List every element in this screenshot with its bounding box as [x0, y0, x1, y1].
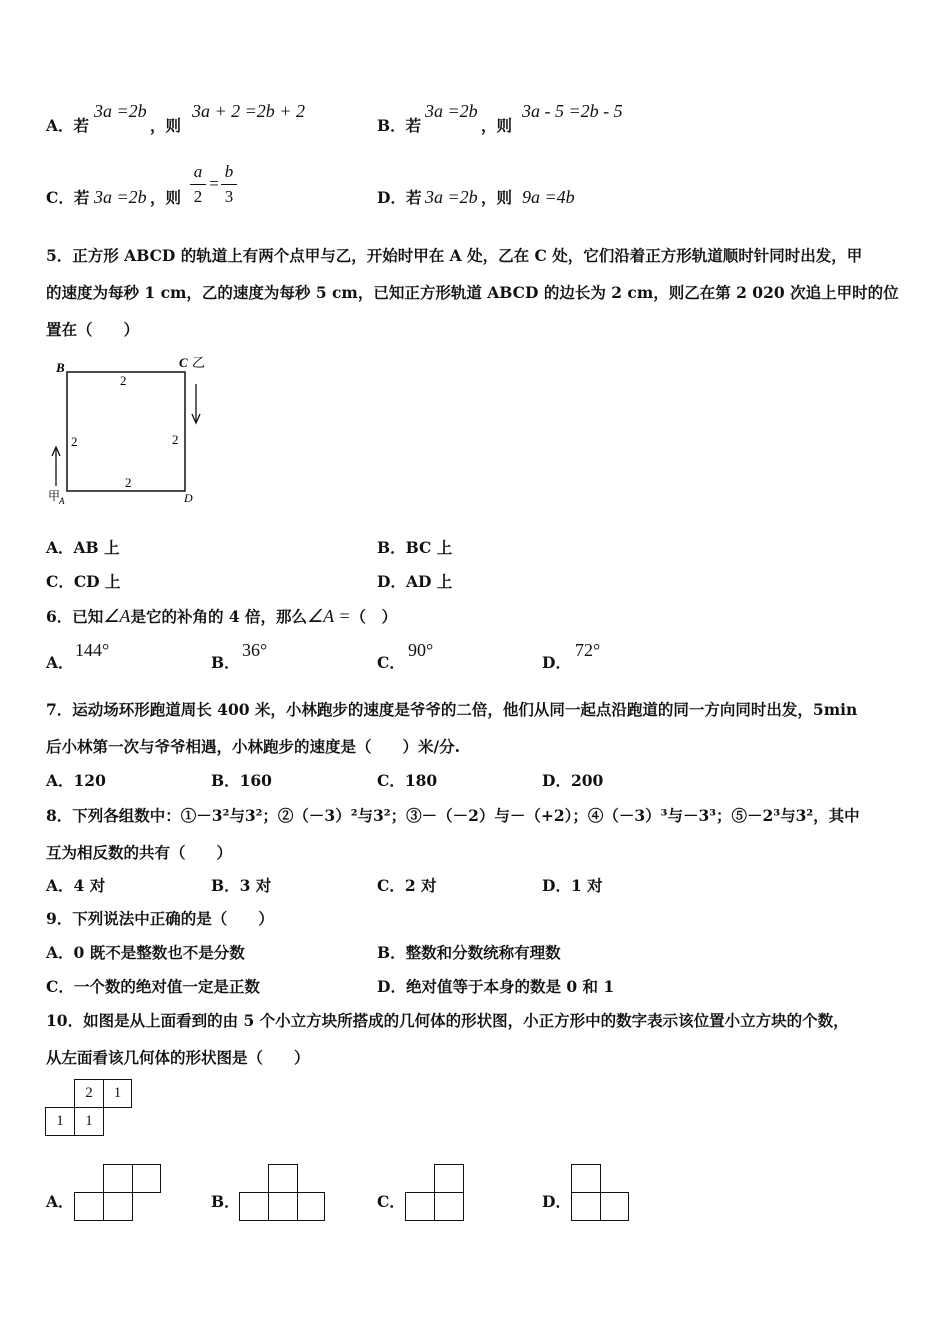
q8-option-c: C．2 对 — [377, 876, 437, 895]
q4-a-then: ，则 — [150, 116, 182, 135]
down-arrow-icon — [192, 384, 200, 423]
q4-d-condition: 3a =2b — [425, 187, 478, 207]
q4-c-condition: 3a =2b — [94, 187, 147, 207]
side-left-label: 2 — [71, 434, 78, 449]
q8-option-b: B．3 对 — [211, 876, 272, 895]
figure-square — [571, 1164, 601, 1193]
figure-square — [74, 1192, 104, 1221]
figure-square — [571, 1192, 601, 1221]
q4-a-condition: 3a =2b — [94, 101, 147, 121]
q9-option-b: B．整数和分数统称有理数 — [377, 943, 561, 962]
q7-stem-line2: 后小林第一次与爷爷相遇，小林跑步的速度是（ ）米/分. — [46, 737, 461, 756]
q4-b-then: ，则 — [481, 116, 513, 135]
side-top-label: 2 — [120, 373, 127, 388]
q4-a-result: 3a + 2 =2b + 2 — [192, 101, 305, 121]
q5-stem-line1: 5．正方形 ABCD 的轨道上有两个点甲与乙，开始时甲在 A 处，乙在 C 处，它们沿着正方形轨道顺时针同时出发，甲 — [46, 246, 863, 265]
q4-c-bar2 — [221, 184, 237, 185]
q6-option-d-value: 72° — [575, 640, 601, 660]
q4-a-label: A．若 — [46, 116, 90, 135]
q6-stem-pre: 6．已知 — [46, 607, 104, 626]
q8-stem-line1: 8．下列各组数中：①－3²与3²；②（－3）²与3²；③－（－2）与－（+2）；④（－3）³与－3³；⑤－2³与3²，其中 — [46, 806, 860, 825]
q7-stem-line1: 7．运动场环形跑道周长 400 米，小林跑步的速度是爷爷的二倍，他们从同一起点沿跑道的同一方向同时出发，5min — [46, 700, 858, 719]
figure-square — [103, 1192, 133, 1221]
figure-square — [268, 1164, 298, 1193]
vertex-d-label: D — [184, 491, 193, 505]
figure-square — [132, 1164, 161, 1193]
side-right-label: 2 — [172, 432, 179, 447]
q4-b-result: 3a - 5 =2b - 5 — [522, 101, 623, 121]
vertex-b-label: B — [56, 360, 65, 375]
q4-d-label: D．若 — [377, 188, 422, 207]
q8-stem-line2: 互为相反数的共有（ ） — [46, 843, 233, 862]
q6-stem-mid: 是它的补角的 4 倍，那么 — [130, 607, 308, 626]
vertex-a-label: A — [59, 496, 65, 506]
q4-c-bar1 — [190, 184, 206, 185]
side-bottom-label: 2 — [125, 475, 132, 490]
q7-option-c: C．180 — [377, 771, 438, 790]
vertex-c-label: C — [179, 355, 188, 370]
q6-stem — [46, 606, 397, 627]
q5-stem-line2: 的速度为每秒 1 cm，乙的速度为每秒 5 cm，已知正方形轨道 ABCD 的边长为 2 cm，则乙在第 2 020 次追上甲时的位 — [46, 283, 899, 302]
q6-stem-post: （ ） — [350, 607, 397, 626]
q9-option-c: C．一个数的绝对值一定是正数 — [46, 977, 260, 996]
figure-square — [600, 1192, 629, 1221]
up-arrow-icon — [52, 447, 60, 486]
yi-label: 乙 — [192, 355, 206, 370]
figure-square — [434, 1192, 464, 1221]
q7-option-a: A．120 — [46, 771, 106, 790]
q5-square-figure — [44, 352, 224, 512]
grid-cell-top-right: 1 — [103, 1079, 132, 1108]
q9-stem: 9．下列说法中正确的是（ ） — [46, 909, 274, 928]
q4-c-label: C．若 — [46, 188, 90, 207]
q4-d-result: 9a =4b — [522, 187, 575, 207]
q10-option-a-label: A． — [46, 1192, 74, 1211]
q4-c-num2: b — [224, 162, 234, 181]
q6-option-d-label: D． — [542, 653, 571, 672]
q9-option-d: D．绝对值等于本身的数是 0 和 1 — [377, 977, 615, 996]
q6-option-c-label: C． — [377, 653, 405, 672]
figure-square — [405, 1192, 435, 1221]
q4-c-den1: 2 — [193, 187, 203, 206]
q4-c-eq: = — [209, 174, 219, 193]
q10-option-d-label: D． — [542, 1192, 571, 1211]
grid-cell-bottom-left: 1 — [45, 1107, 75, 1136]
q4-d-then: ，则 — [481, 188, 513, 207]
q9-option-a: A．0 既不是整数也不是分数 — [46, 943, 245, 962]
q4-c-then: ，则 — [150, 188, 182, 207]
q5-stem-line3: 置在（ ） — [46, 320, 140, 339]
q8-option-d: D．1 对 — [542, 876, 603, 895]
q7-option-b: B．160 — [211, 771, 272, 790]
q5-option-a: A．AB 上 — [46, 538, 120, 557]
q6-angle: ∠A — [103, 606, 131, 626]
q4-b-label: B．若 — [377, 116, 422, 135]
q10-stem-line2: 从左面看该几何体的形状图是（ ） — [46, 1048, 310, 1067]
q10-option-c-label: C． — [377, 1192, 405, 1211]
q8-option-a: A．4 对 — [46, 876, 106, 895]
q4-c-num1: a — [193, 162, 203, 181]
q6-option-b-value: 36° — [242, 640, 268, 660]
figure-square — [103, 1164, 133, 1193]
q6-option-a-value: 144° — [75, 640, 110, 660]
q6-option-a-label: A． — [46, 653, 74, 672]
q5-option-c: C．CD 上 — [46, 572, 121, 591]
figure-square — [434, 1164, 464, 1193]
q4-b-condition: 3a =2b — [425, 101, 478, 121]
q6-angle-eq: ∠A = — [307, 606, 351, 626]
figure-square — [297, 1192, 325, 1221]
q5-option-b: B．BC 上 — [377, 538, 453, 557]
figure-square — [239, 1192, 269, 1221]
q7-option-d: D．200 — [542, 771, 604, 790]
q10-option-b-label: B． — [211, 1192, 240, 1211]
q6-option-c-value: 90° — [408, 640, 434, 660]
grid-cell-bottom-middle: 1 — [74, 1107, 104, 1136]
q6-option-b-label: B． — [211, 653, 240, 672]
jia-label: 甲 — [48, 489, 61, 503]
q10-stem-line1: 10．如图是从上面看到的由 5 个小立方块所搭成的几何体的形状图，小正方形中的数字表示该位置小立方块的个数， — [46, 1011, 849, 1030]
q5-option-d: D．AD 上 — [377, 572, 453, 591]
grid-cell-top-left: 2 — [74, 1079, 104, 1108]
figure-square — [268, 1192, 298, 1221]
q4-c-den2: 3 — [224, 187, 234, 206]
square-track — [67, 372, 185, 491]
